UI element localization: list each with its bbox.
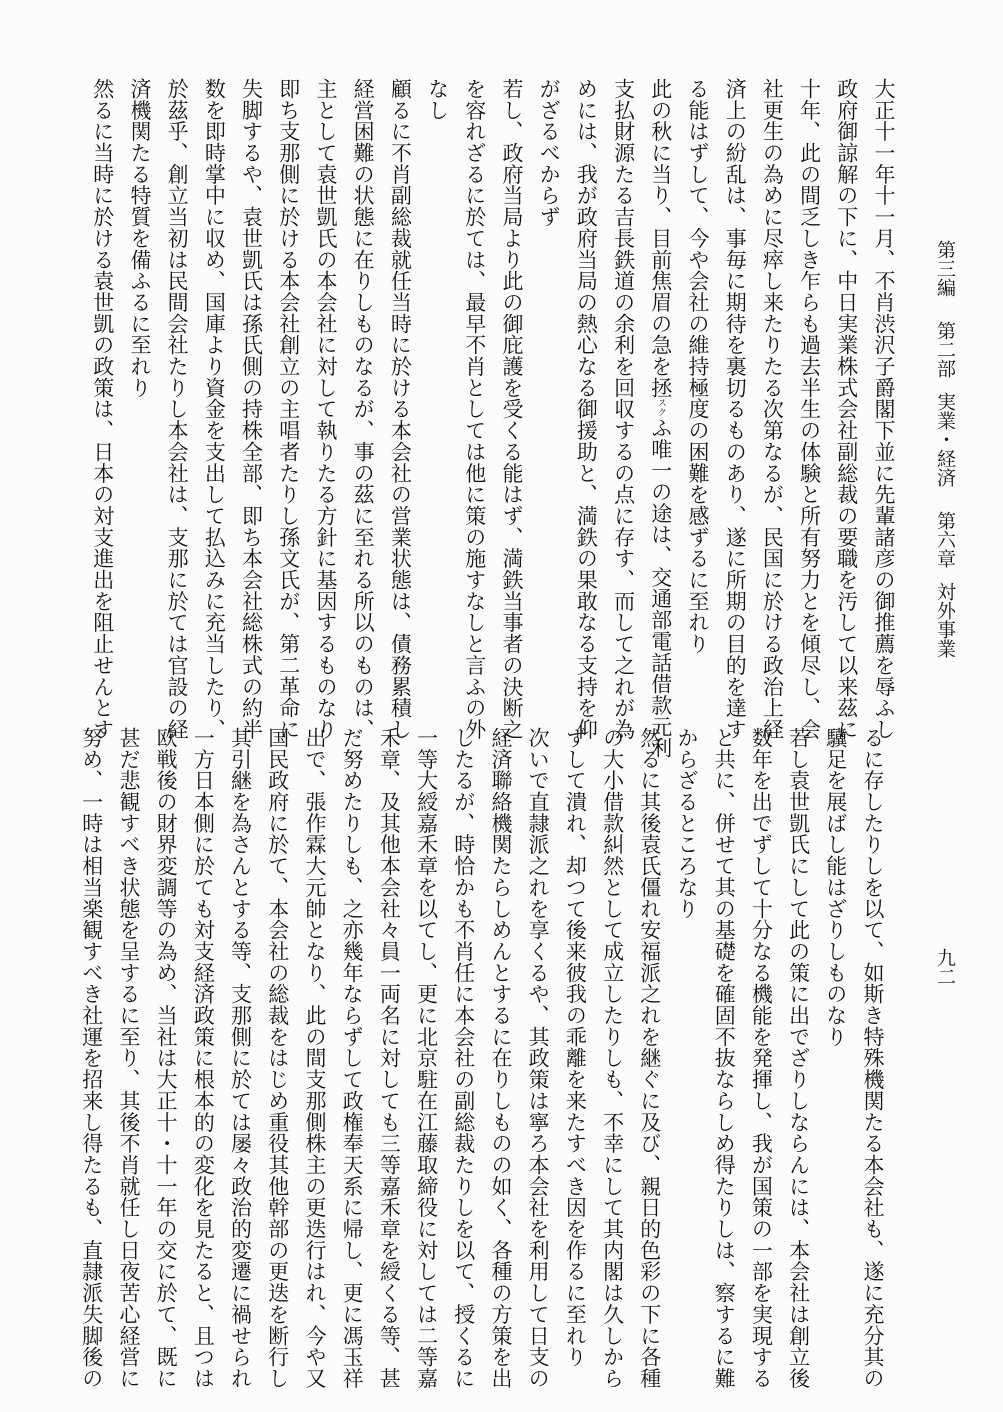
text-line: 即ち支那側に於ける本会社創立の主唱者たりし孫文氏が、第二革命に — [276, 78, 301, 740]
text-line: 禾章、及其他本会社々員一両名に対しても三等嘉禾章を綬くる等、甚 — [377, 727, 402, 1389]
text-line: めには、我が政府当局の熱心なる御援助と、満鉄の果敢なる支持を仰 — [574, 78, 599, 740]
header-chapter: 第六章 — [934, 511, 956, 568]
text-line: 大正十一年十一月、不肖渋沢子爵閣下並に先輩諸彦の御推薦を辱ふし — [872, 78, 896, 740]
text-line: 社更生の為めに尽瘁し来たりたる次第なるが、民国に於ける政治上経 — [760, 78, 785, 740]
text-line: なし — [425, 78, 450, 121]
upper-text-block — [84, 78, 902, 759]
text-line: 努め、一時は相当楽観すべき社運を招来し得たるも、直隷派失脚後の — [79, 727, 104, 1389]
text-segment: 此の秋に当り、目前焦眉の急を拯 — [648, 78, 673, 399]
text-segment: ふ唯一の途は、交通部電話借款元利 — [648, 416, 673, 759]
text-line: 十年、此の間乏しき乍らも過去半生の体験と所有努力とを傾尽し、会 — [797, 78, 822, 740]
text-line: 数を即時掌中に収め、国庫より資金を支出して払込みに充当したり、 — [202, 78, 227, 740]
text-line: だ努めたりしも、之亦幾年ならずして政権奉天系に帰し、更に馮玉祥 — [340, 727, 365, 1389]
text-line: 於茲乎、創立当初は民間会社たりし本会社は、支那に於ては官設の経 — [165, 78, 190, 740]
text-line: 主として袁世凱氏の本会社に対して執りたる方針に基因するものなり — [313, 78, 338, 740]
text-line: 一等大綬嘉禾章を以てし、更に北京駐在江藤取締役に対しては二等嘉 — [414, 727, 439, 1389]
text-line: 出で、張作霖大元帥となり、此の間支那側株主の更迭行はれ、今や又 — [302, 727, 327, 1389]
text-line: 欧戦後の財界変調等の為め、当社は大正十・十一年の交に於て、既に — [154, 727, 179, 1389]
text-line: を容れざるに於ては、最早不肖としては他に策の施すなしと言ふの外 — [462, 78, 487, 740]
text-line: 顧るに不肖副総裁就任当時に於ける本会社の営業状態は、債務累積し — [388, 78, 413, 740]
text-line: がざるべからず — [537, 78, 562, 228]
text-line: 支払財源たる吉長鉄道の余利を回収するの点に存す、而して之れが為 — [611, 78, 636, 740]
text-line: 其引継を為さんとする等、支那側に於ては屡々政治的変遷に禍せられ — [228, 727, 253, 1389]
running-header — [935, 240, 954, 658]
furigana: スク — [655, 398, 666, 417]
text-line: 経済聯絡機関たらしめんとするに在りしものの如く、各種の方策を出 — [488, 727, 513, 1389]
text-line: 若し、政府当局より此の御庇護を受くる能はず、満鉄当事者の決断之 — [499, 78, 524, 740]
text-line: 驥足を展ばし能はざりしものなり — [823, 727, 848, 1048]
text-line: 数年を出でずして十分なる機能を発揮し、我が国策の一部を実現する — [749, 727, 774, 1389]
text-line: 若し袁世凱氏にして此の策に出でざりしならんには、本会社は創立後 — [786, 727, 811, 1389]
text-line: の大小借款糾然として成立したりしも、不幸にして其内閣は久しから — [600, 727, 625, 1389]
text-line: 失脚するや、袁世凱氏は孫氏側の持株全部、即ち本会社総株式の約半 — [239, 78, 264, 740]
text-line: ずして潰れ、却つて後来彼我の乖離を来たすべき因を作るに至れり — [563, 727, 588, 1368]
text-line: 政府御諒解の下に、中日実業株式会社副総裁の要職を汚して以来茲に — [834, 78, 859, 740]
header-section: 実業・経済 — [934, 392, 956, 487]
text-line: 済上の紛乱は、事毎に期待を裏切るものあり、遂に所期の目的を達す — [723, 78, 748, 740]
text-line: 次いで直隷派之れを享くるや、其政策は寧ろ本会社を利用して日支の — [526, 727, 551, 1389]
text-line: 然るに当時に於ける袁世凱の政策は、日本の対支進出を阻止せんとす — [90, 78, 115, 740]
text-line: 経営困難の状態に在りしものなるが、事の茲に至れる所以のものは、 — [351, 78, 376, 740]
text-line: 済機関たる特質を備ふるに至れり — [127, 78, 152, 399]
text-line: からざるところなり — [674, 727, 699, 920]
header-chapter-title: 対外事業 — [934, 582, 956, 658]
text-line: 然るに其後袁氏僵れ安福派之れを継ぐに及び、親日的色彩の下に各種 — [637, 727, 662, 1389]
text-line: 甚だ悲観すべき状態を呈するに至り、其後不肖就任し日夜苦心経営に — [116, 727, 141, 1389]
page-number: 九二 — [934, 948, 956, 986]
text-line: したるが、時恰かも不肖任に本会社の副総裁たりしを以て、授くるに — [451, 727, 476, 1389]
header-volume: 第三編 — [934, 240, 956, 297]
text-line: 国民政府に於て、本会社の総裁をはじめ重役其他幹部の更迭を断行し — [265, 727, 290, 1389]
text-line: る能はずして、今や会社の維持極度の困難を感ずるに至れり — [685, 78, 710, 655]
text-line: 一方日本側に於ても対支経済政策に根本的の変化を見たると、且つは — [191, 727, 216, 1389]
text-line: と共に、併せて其の基礎を確固不抜ならしめ得たりしは、察するに難 — [712, 727, 737, 1389]
text-line — [649, 78, 673, 759]
lower-text-block — [73, 727, 891, 1389]
text-line: るに存したりしを以て、如斯き特殊機関たる本会社も、遂に充分其の — [861, 727, 885, 1389]
header-part: 第二部 — [934, 321, 956, 378]
